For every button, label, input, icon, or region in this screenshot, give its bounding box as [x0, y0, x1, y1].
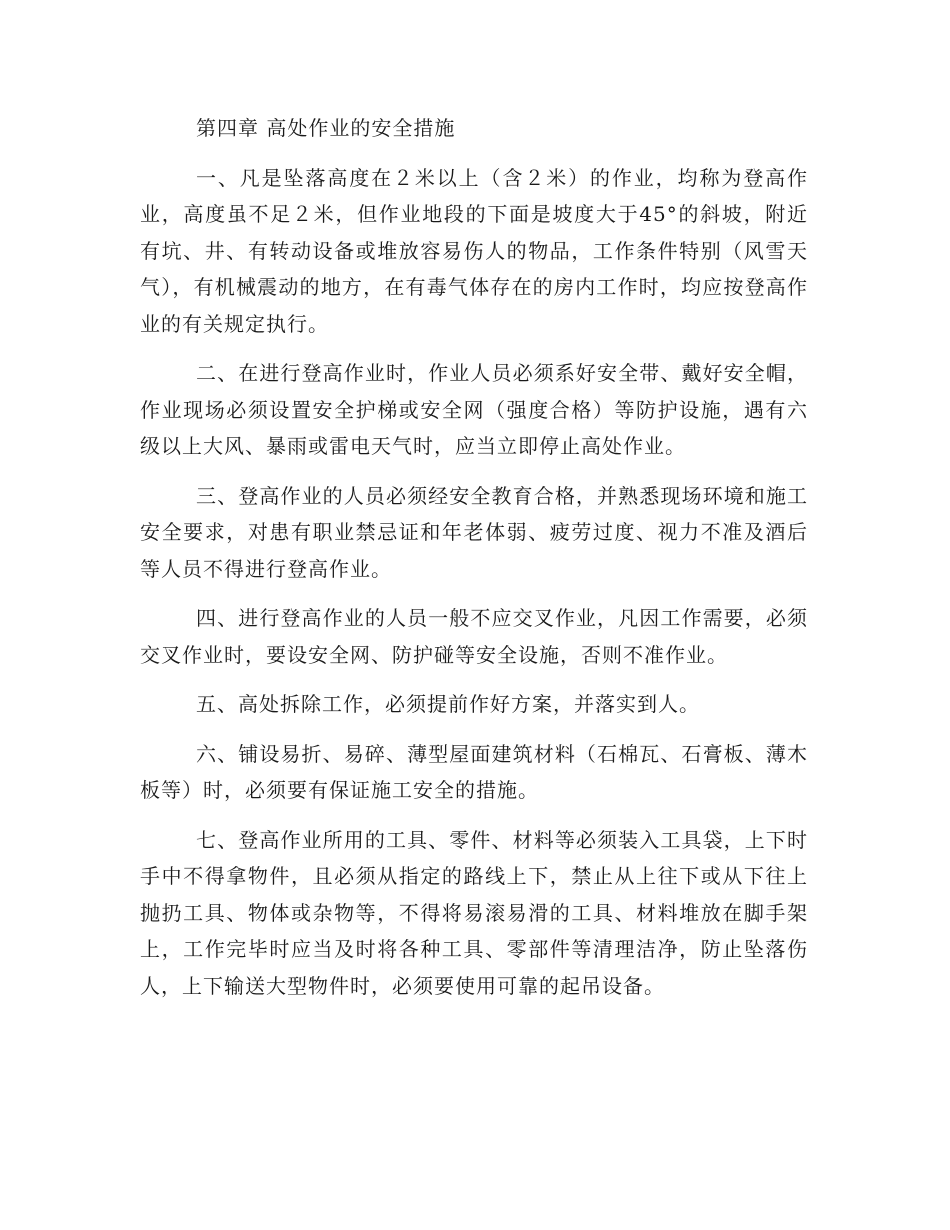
- chapter-title: 第四章 高处作业的安全措施: [196, 116, 456, 140]
- document-body: [140, 110, 808, 1017]
- paragraph-4: 四、进行登高作业的人员一般不应交叉作业，凡因工作需要，必须交叉作业时，要设安全网、防护碰等安全设施，否则不准作业。: [140, 606, 808, 667]
- paragraph-1: 一、凡是坠落高度在２米以上（含２米）的作业，均称为登高作业，高度虽不足２米，但作业地段的下面是坡度大于45°的斜坡，附近有坑、井、有转动设备或堆放容易伤人的物品，工作条件特别（风雪天气），有机械震动的地方，在有毒气体存在的房内工作时，均应按登高作业的有关规定执行。: [140, 165, 808, 336]
- paragraph-7: 七、登高作业所用的工具、零件、材料等必须装入工具袋，上下时手中不得拿物件，且必须从指定的路线上下，禁止从上往下或从下往上抛扔工具、物体或杂物等，不得将易滚易滑的工具、材料堆放在脚手架上，工作完毕时应当及时将各种工具、零部件等清理洁净，防止坠落伤人，上下输送大型物件时，必须要使用可靠的起吊设备。: [140, 827, 808, 998]
- paragraph-6: 六、铺设易折、易碎、薄型屋面建筑材料（石棉瓦、石膏板、薄木板等）时，必须要有保证施工安全的措施。: [140, 741, 808, 802]
- paragraph-5: 五、高处拆除工作，必须提前作好方案，并落实到人。: [196, 692, 700, 716]
- paragraph-3: 三、登高作业的人员必须经安全教育合格，并熟悉现场环境和施工安全要求，对患有职业禁忌证和年老体弱、疲劳过度、视力不准及酒后等人员不得进行登高作业。: [140, 483, 808, 581]
- paragraph-2: 二、在进行登高作业时，作业人员必须系好安全带、戴好安全帽，作业现场必须设置安全护梯或安全网（强度合格）等防护设施，遇有六级以上大风、暴雨或雷电天气时，应当立即停止高处作业。: [140, 361, 808, 458]
